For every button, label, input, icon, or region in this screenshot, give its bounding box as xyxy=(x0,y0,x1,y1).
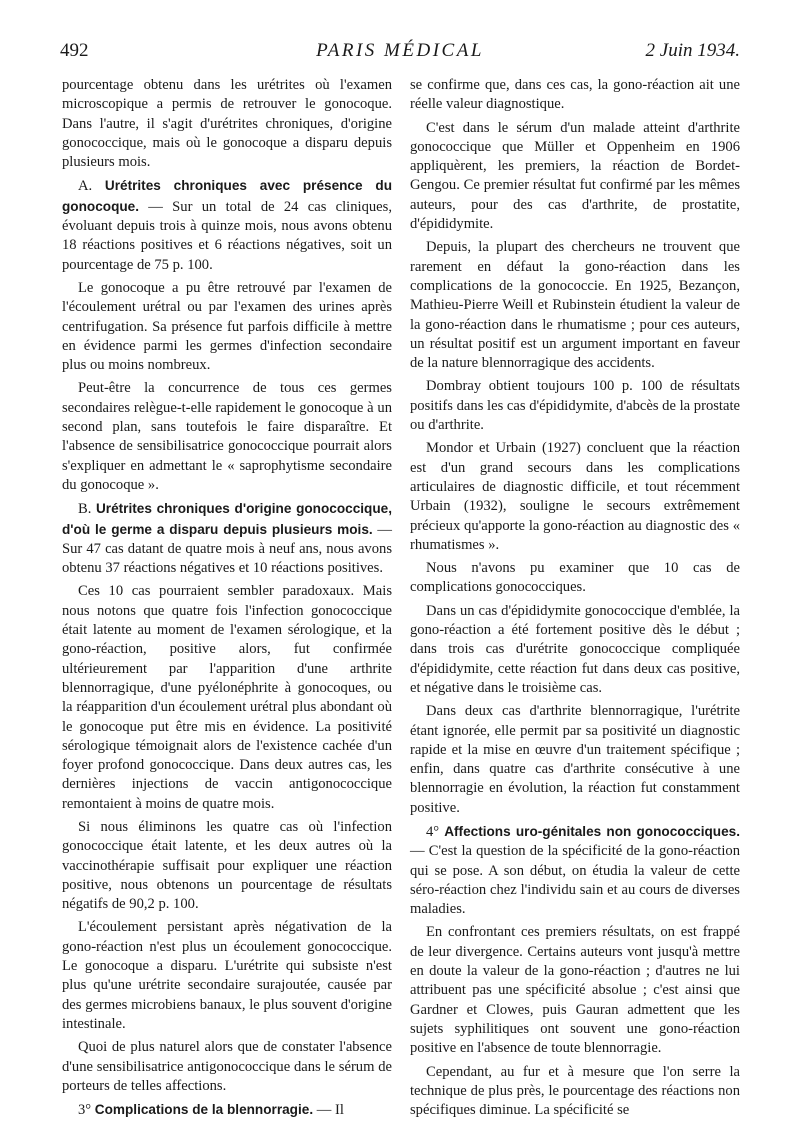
paragraph: Peut-être la concurrence de tous ces germes secondaires relègue-t-elle rapidement le gonocoque à un second plan, sans toutefois le faire disparaître. Et l'absence de sensibilisatrice gonococcique pourrait alors s'expliquer en admettant le « saprophytisme secondaire du gonocoque ». xyxy=(62,380,392,493)
section-text: — C'est la question de la spécificité de la gono-réaction qui se pose. A son début, on étudia la valeur de cette séro-réaction chez l'individu sain et au cours de diverses maladies. xyxy=(410,843,740,918)
paragraph: Dombray obtient toujours 100 p. 100 de résultats positifs dans les cas d'épididymite, d'abcès de la prostate ou d'arthrite. xyxy=(410,378,740,434)
section-paragraph xyxy=(62,176,392,274)
paragraph: C'est dans le sérum d'un malade atteint d'arthrite gonococcique que Müller et Oppenheim en 1906 appliquèrent, les premiers, la réaction de Bordet-Gengou. Ce premier résultat fut confirmé par les mêmes auteurs, pour des cas d'arthrite, de prostatite, d'épididymite. xyxy=(410,119,740,233)
section-label: A. xyxy=(78,178,93,195)
paragraph: Depuis, la plupart des chercheurs ne trouvent que rarement en défaut la gono-réaction dans les complications de la gonococcie. En 1925, Bezançon, Mathieu-Pierre Weill et Rubinstein étudient la valeur de la gono-réaction dans le rhumatisme ; pour ces auteurs, un résultat positif est un argument important en faveur de la nature blennorragique des accidents. xyxy=(410,239,740,372)
paragraph: Nous n'avons pu examiner que 10 cas de complications gonococciques. xyxy=(410,560,740,596)
section-text: — Il xyxy=(313,1102,344,1119)
paragraph: En confrontant ces premiers résultats, on est frappé de leur divergence. Certains auteurs vont jusqu'à mettre en doute la valeur de la gono-réaction ; d'autres ne lui attribuent pas une spécificité absolue ; c'est ainsi que Gardner et Clowes, puis Gauran admettent que les sujets syphilitiques ont souvent une gono-réaction positive en l'absence de toute blennorragie. xyxy=(410,924,740,1057)
right-column xyxy=(410,76,740,1124)
section-paragraph xyxy=(62,1100,392,1120)
paragraph: Mondor et Urbain (1927) concluent que la réaction est d'un grand secours dans les complications articulaires de diagnostic difficile, et tout récemment Urbain (1932), souligne le secours extrêmement précieux qu'apporte la gono-réaction au diagnostic des « rhumatismes ». xyxy=(410,440,740,553)
paragraph: pourcentage obtenu dans les urétrites où l'examen microscopique a permis de retrouver le gonocoque. Dans l'autre, il s'agit d'urétrites chroniques, d'origine gonococcique, mais où le gonocoque a disparu depuis plusieurs mois. xyxy=(62,77,392,171)
section-label: 3° xyxy=(78,1102,95,1119)
paragraph: Dans deux cas d'arthrite blennorragique, l'urétrite étant ignorée, elle permit par sa positivité un diagnostic rapide et la mise en œuvre d'un traitement spécifique ; enfin, dans quatre cas d'arthrite consécutive à une blennorragie en évolution, la réaction fut constamment positive. xyxy=(410,703,740,816)
section-heading: Complications de la blennorragie. xyxy=(94,1102,314,1118)
page-number: 492 xyxy=(60,40,89,61)
paragraph: Ces 10 cas pourraient sembler paradoxaux. Mais nous notons que quatre fois l'infection gonococcique était latente au moment de l'examen sérologique, et la gono-réaction, positive alors, fut confirmée ultérieurement par l'apparition d'une arthrite blennorragique, d'une pyélonéphrite à gonocoques, ou la réapparition d'un écoulement urétral plus abondant où le gonocoque put être mis en évidence. La positivité sérologique témoignait alors de l'existence cachée d'un foyer profond gonococcique. Dans deux autres cas, les dernières injections de vaccin antigonococcique remontaient à moins de quatre mois. xyxy=(62,583,392,812)
paragraph: Dans un cas d'épididymite gonococcique d'emblée, la gono-réaction a été fortement positive dès le début ; dans trois cas d'urétrite gonococcique compliquée d'épididymite, cette réaction fut dans deux cas positive, et négative dans le troisième cas. xyxy=(410,602,740,696)
paragraph: Si nous éliminons les quatre cas où l'infection gonococcique était latente, et les deux autres où la vaccinothérapie suffisait pour expliquer une réaction positive, nous obtenons un pourcentage de résultats négatifs de 90,2 p. 100. xyxy=(62,818,392,913)
section-heading: Urétrites chroniques d'origine gonococcique, d'où le germe a disparu depuis plusieurs mois. xyxy=(62,501,392,537)
issue-date: 2 Juin 1934. xyxy=(645,40,740,61)
left-column xyxy=(62,76,392,1124)
section-heading: Affections uro-génitales non gonococciques. xyxy=(444,823,740,839)
paragraph: Le gonocoque a pu être retrouvé par l'examen de l'écoulement urétral ou par l'examen des urines après centrifugation. Sa présence fut parfois difficile à mettre en évidence parmi les germes d'infection secondaire plus ou moins nombreux. xyxy=(62,279,392,374)
section-heading: Urétrites chroniques avec présence du gonocoque. xyxy=(62,178,392,214)
section-text: — Sur 47 cas datant de quatre mois à neuf ans, nous avons obtenu 37 réactions négatives et 10 réactions positives. xyxy=(62,521,392,577)
paragraph: L'écoulement persistant après négativation de la gono-réaction n'est plus un écoulement gonococcique. Le gonocoque a disparu. L'urétrite qui subsiste n'est plus qu'une urétrite secondaire surajoutée, causée par des germes microbiens banaux, le plus souvent d'origine intestinale. xyxy=(62,919,392,1032)
section-paragraph xyxy=(410,822,740,919)
section-text: — Sur un total de 24 cas cliniques, évoluant depuis trois à quinze mois, nous avons obtenu 18 réactions positives et 6 réactions négatives, soit un pourcentage de 75 p. 100. xyxy=(62,198,392,273)
section-label: B. xyxy=(78,501,92,518)
journal-title: PARIS MÉDICAL xyxy=(316,40,484,61)
section-label: 4° xyxy=(426,823,445,840)
page-header xyxy=(60,34,740,64)
section-paragraph xyxy=(62,499,392,578)
paragraph: Quoi de plus naturel alors que de constater l'absence d'une sensibilisatrice antigonococcique dans le sérum de porteurs de telles affections. xyxy=(62,1039,392,1094)
paragraph: Cependant, au fur et à mesure que l'on serre la technique de plus près, le pourcentage des réactions non spécifiques diminue. La spécificité se xyxy=(410,1063,740,1119)
paragraph: se confirme que, dans ces cas, la gono-réaction ait une réelle valeur diagnostique. xyxy=(410,77,740,113)
